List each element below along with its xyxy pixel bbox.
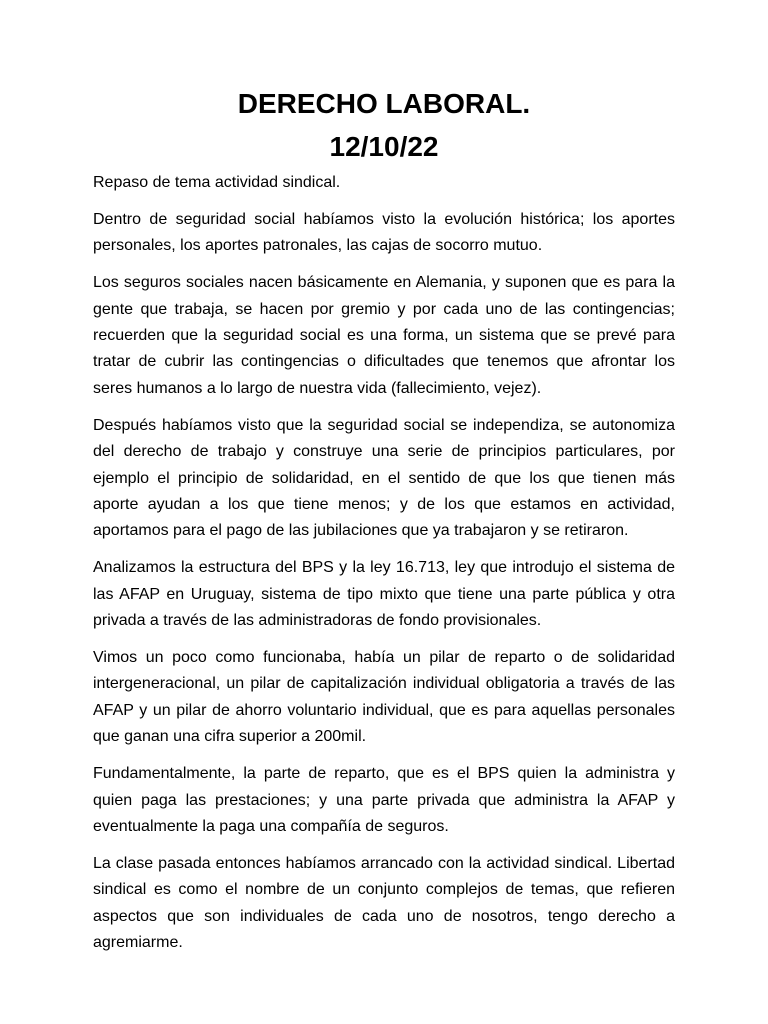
document-body [93,170,675,967]
document-date: 12/10/22 [329,131,439,162]
paragraph: Después habíamos visto que la seguridad social se independiza, se autonomiza del derecho de trabajo y construye una serie de principios particulares, por ejemplo el principio de solidaridad, en el sentido de que los que tienen más aporte ayudan a los que tiene menos; y de los que estamos en actividad, aportamos para el pago de las jubilaciones que ya trabajaron y se retiraron. [93,416,675,540]
paragraph: Vimos un poco como funcionaba, había un pilar de reparto o de solidaridad intergeneracional, un pilar de capitalización individual obligatoria a través de las AFAP y un pilar de ahorro voluntario individual, que es para aquellas personales que ganan una cifra superior a 200mil. [93,649,675,746]
paragraph: Dentro de seguridad social habíamos visto la evolución histórica; los aportes personales, los aportes patronales, las cajas de socorro mutuo. [93,210,675,255]
document-title: DERECHO LABORAL. [237,88,531,119]
paragraph: Analizamos la estructura del BPS y la ley 16.713, ley que introdujo el sistema de las AFAP en Uruguay, sistema de tipo mixto que tiene una parte pública y otra privada a través de las administradoras de fondo provisionales. [93,559,675,630]
paragraph: Repaso de tema actividad sindical. [93,174,341,191]
paragraph: Los seguros sociales nacen básicamente en Alemania, y suponen que es para la gente que trabaja, se hacen por gremio y por cada uno de las contingencias; recuerden que la seguridad social es una forma, un sistema que se prevé para tratar de cubrir las contingencias o dificultades que tenemos que afrontar los seres humanos a lo largo de nuestra vida (fallecimiento, vejez). [93,274,675,397]
paragraph: La clase pasada entonces habíamos arrancado con la actividad sindical. Libertad sindical es como el nombre de un conjunto complejos de temas, que refieren aspectos que son individuales de cada uno de nosotros, tengo derecho a agremiarme. [93,854,675,952]
paragraph: Fundamentalmente, la parte de reparto, que es el BPS quien la administra y quien paga las prestaciones; y una parte privada que administra la AFAP y eventualmente la paga una compañía de seguros. [93,765,675,835]
